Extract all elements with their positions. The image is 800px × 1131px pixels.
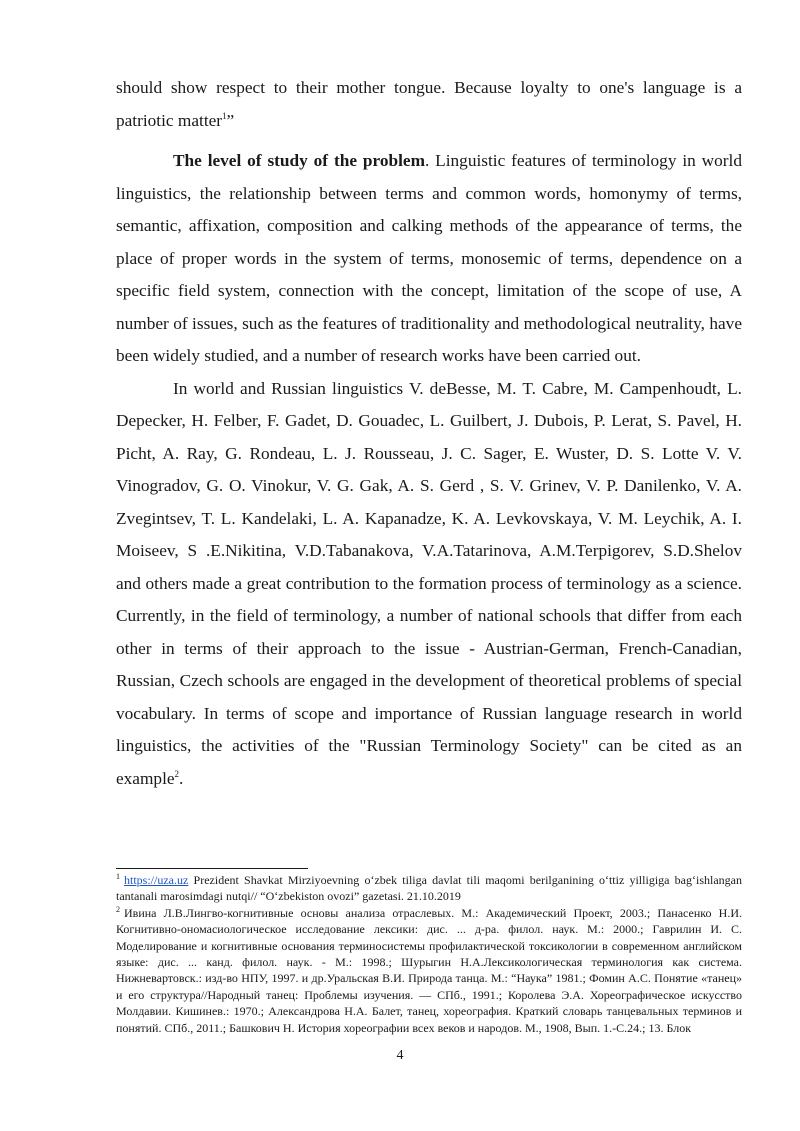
body-text	[116, 72, 742, 795]
footnotes	[116, 872, 742, 1036]
closing-quote: ”	[226, 110, 235, 130]
paragraph-text: should show respect to their mother tongue. Because loyalty to one's language is a patriotic matter	[116, 78, 742, 130]
footnote-link[interactable]: https://uza.uz	[124, 873, 189, 887]
footnote-1	[116, 872, 742, 905]
paragraph-continuation	[116, 72, 742, 137]
footnote-text: Prezident Shavkat Mirziyoevning o‘zbek tiliga davlat tili maqomi berilganining o‘ttiz yilligiga bag‘ishlangan tantanali marosimdagi nutqi// “O‘zbekiston ovozi” gazetasi. 21.10.2019	[116, 873, 742, 904]
paragraph-linguists	[116, 373, 742, 796]
paragraph-text: . Linguistic features of terminology in world linguistics, the relationship between terms and common words, homonymy of terms, semantic, affixation, composition and calking methods of the appearance of terms, the place of proper words in the system of terms, monosemic of terms, dependence on a specific field system, connection with the concept, limitation of the scope of use, A number of issues, such as the features of traditionality and methodological neutrality, have been widely studied, and a number of research works have been carried out.	[116, 151, 742, 365]
paragraph-level-of-study	[116, 145, 742, 373]
paragraph-text: In world and Russian linguistics V. deBesse, M. T. Cabre, M. Campenhoudt, L. Depecker, H. Felber, F. Gadet, D. Gouadec, L. Guilbert, J. Dubois, P. Lerat, S. Pavel, H. Picht, A. Ray, G. Rondeau, L. J. Rousseau, J. C. Sager, E. Wuster, D. S. Lotte V. V. Vinogradov, G. O. Vinokur, V. G. Gak, A. S. Gerd , S. V. Grinev, V. P. Danilenko, V. A. Zvegintsev, T. L. Kandelaki, L. A. Kapanadze, K. A. Levkovskaya, V. M. Leychik, A. I. Moiseev, S .E.Nikitina, V.D.Tabanakova, V.A.Tatarinova, A.M.Terpigorev, S.D.Shelov and others made a great contribution to the formation process of terminology as a science. Currently, in the field of terminology, a number of national schools that differ from each other in terms of their approach to the issue - Austrian-German, French-Canadian, Russian, Czech schools are engaged in the development of theoretical problems of special vocabulary. In terms of scope and importance of Russian language research in world linguistics, the activities of the "Russian Terminology Society" can be cited as an example	[116, 378, 742, 788]
page-number: 4	[396, 1048, 404, 1063]
closing-period: .	[179, 768, 184, 788]
footnote-mark: 2	[116, 904, 120, 914]
footnote-reference-1[interactable]: 1	[222, 110, 227, 121]
footnote-2	[116, 905, 742, 1036]
footnote-mark: 1	[116, 872, 120, 881]
section-heading: The level of study of the problem	[173, 151, 425, 170]
footnote-text: Ивина Л.В.Лингво-когнитивные основы анализа отраслевых. М.: Академический Проект, 2003.; Панасенко Н.И. Когнитивно-ономасиологическое исследование лексики: дис. ... д-ра. филол. наук. М.: 2000.; Гаврилин И. С. Моделирование и когнитивные основания терминосистемы профилактической токсикологии в современном английском языке: дис. ... канд. филол. наук. - М.: 1998.; Шурыгин Н.А.Лексикологическая терминология как система. Нижневартовск.: изд-во НПУ, 1997. и др.Уральская В.И. Природа танца. М.: “Наука” 1981.; Фомин А.С. Понятие «танец» и его структура//Народный танец: Проблемы изучения. — СПб., 1991.; Королева Э.А. Хореографическое искусство Молдавии. Кишинев.: 1970.; Александрова Н.А. Балет, танец, хореография. Краткий словарь танцевальных терминов и понятий. СПб., 2011.; Башкович Н. История хореографии всех веков и народов. М., 1908, Вып. 1.-С.24.; 13. Блок	[116, 905, 742, 1035]
footnote-reference-2[interactable]: 2	[174, 768, 180, 779]
footnote-separator	[116, 868, 308, 869]
